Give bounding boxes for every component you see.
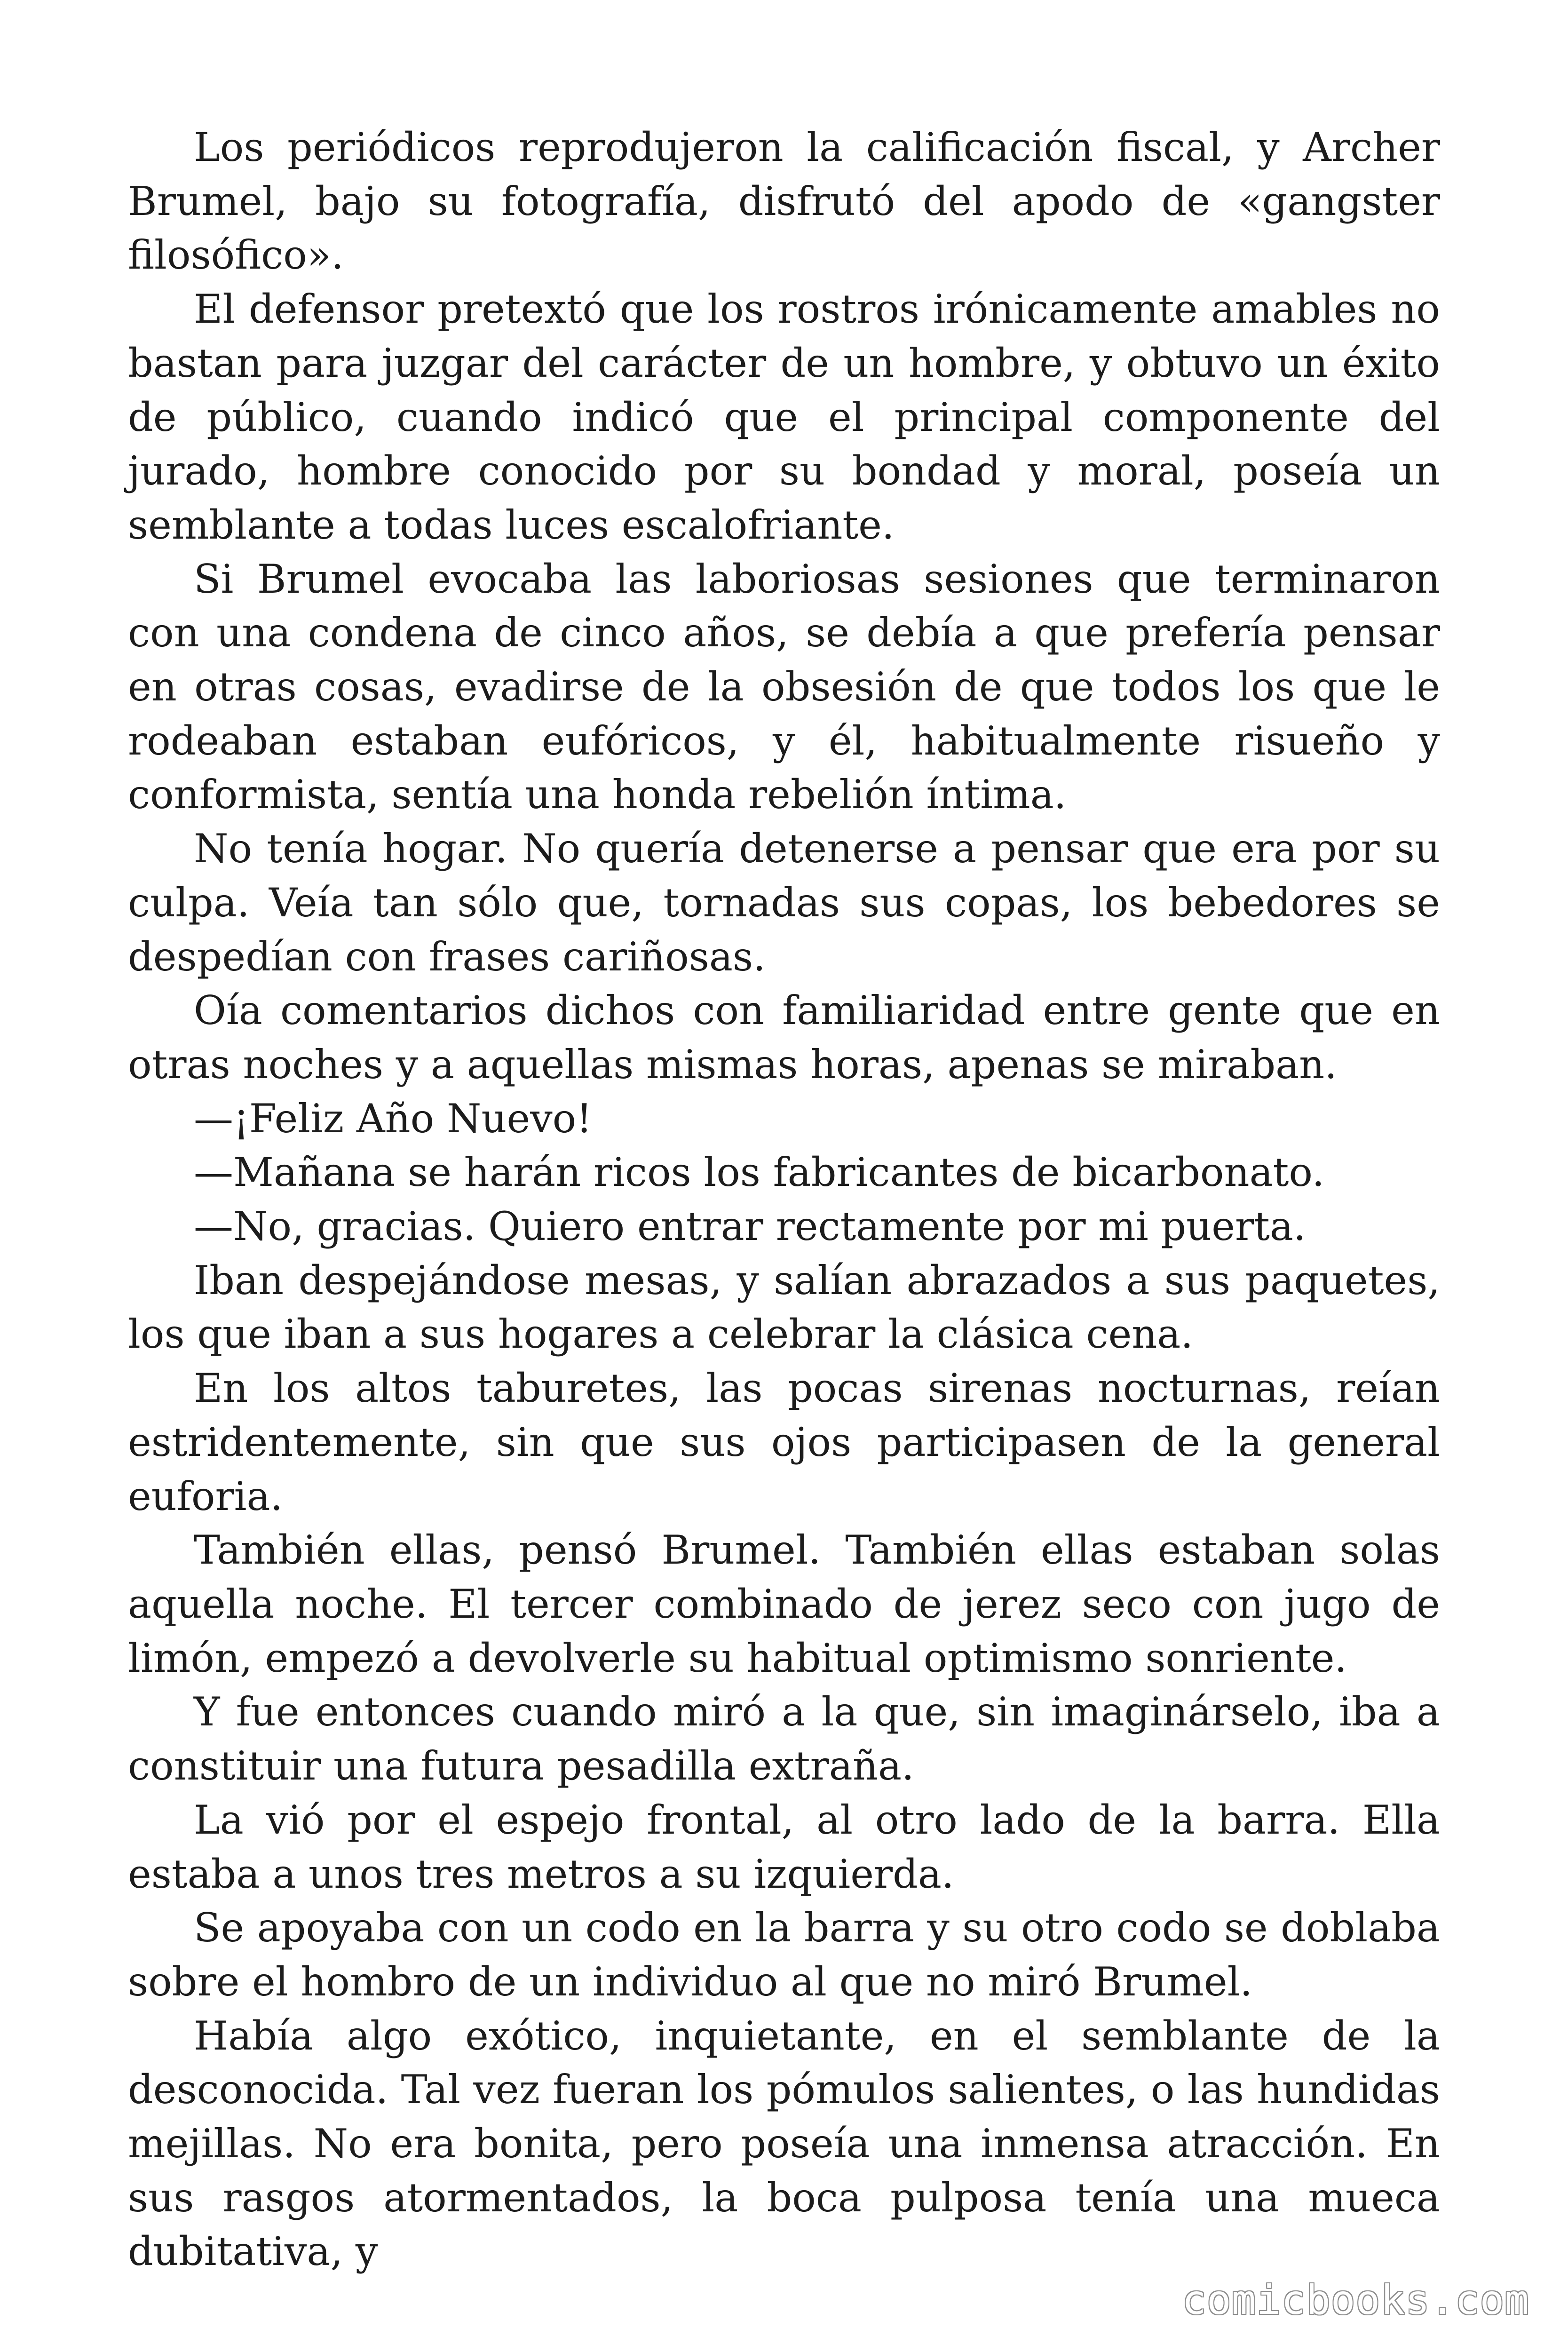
dialogue-line: —¡Feliz Año Nuevo!: [194, 1095, 592, 1142]
dialogue-line: —No, gracias. Quiero entrar rectamente por mi puerta.: [194, 1203, 1306, 1250]
paragraph: Había algo exótico, inquietante, en el semblante de la desconocida. Tal vez fueran los pómulos salientes, o las hundidas mejillas. No era bonita, pero poseía una inmensa atracción. En sus rasgos atormentados, la boca pulposa tenía una mueca dubitativa, y: [128, 2012, 1440, 2275]
paragraph: Oía comentarios dichos con familiaridad entre gente que en otras noches y a aquellas mismas horas, apenas se miraban.: [128, 987, 1440, 1088]
paragraph: También ellas, pensó Brumel. También ellas estaban solas aquella noche. El tercer combinado de jerez seco con jugo de limón, empezó a devolverle su habitual optimismo sonriente.: [128, 1527, 1440, 1681]
paragraph: Si Brumel evocaba las laboriosas sesiones que terminaron con una condena de cinco años, se debía a que prefería pensar en otras cosas, evadirse de la obsesión de que todos los que le rodeaban estaban eufóricos, y él, habitualmente risueño y conformista, sentía una honda rebelión íntima.: [128, 556, 1440, 818]
paragraph: La vió por el espejo frontal, al otro lado de la barra. Ella estaba a unos tres metros a su izquierda.: [128, 1796, 1440, 1897]
paragraph: Iban despejándose mesas, y salían abrazados a sus paquetes, los que iban a sus hogares a celebrar la clásica cena.: [128, 1257, 1440, 1358]
paragraph: Los periódicos reprodujeron la calificación fiscal, y Archer Brumel, bajo su fotografía, disfrutó del apodo de «gangster filosófico».: [128, 124, 1440, 278]
paragraph: En los altos taburetes, las pocas sirenas nocturnas, reían estridentemente, sin que sus ojos participasen de la general euforia.: [128, 1365, 1440, 1519]
paragraph: No tenía hogar. No quería detenerse a pensar que era por su culpa. Veía tan sólo que, tornadas sus copas, los bebedores se despedían con frases cariñosas.: [128, 826, 1440, 980]
paragraph: El defensor pretextó que los rostros irónicamente amables no bastan para juzgar del carácter de un hombre, y obtuvo un éxito de público, cuando indicó que el principal componente del jurado, hombre conocido por su bondad y moral, poseía un semblante a todas luces escalofriante.: [128, 286, 1440, 548]
paragraph: Se apoyaba con un codo en la barra y su otro codo se doblaba sobre el hombro de un individuo al que no miró Brumel.: [128, 1905, 1440, 2005]
page-text-block: [128, 120, 1440, 2279]
watermark: comicbooks.com: [1182, 2277, 1529, 2324]
dialogue-line: —Mañana se harán ricos los fabricantes de bicarbonato.: [194, 1149, 1325, 1196]
paragraph: Y fue entonces cuando miró a la que, sin imaginárselo, iba a constituir una futura pesadilla extraña.: [128, 1689, 1440, 1789]
